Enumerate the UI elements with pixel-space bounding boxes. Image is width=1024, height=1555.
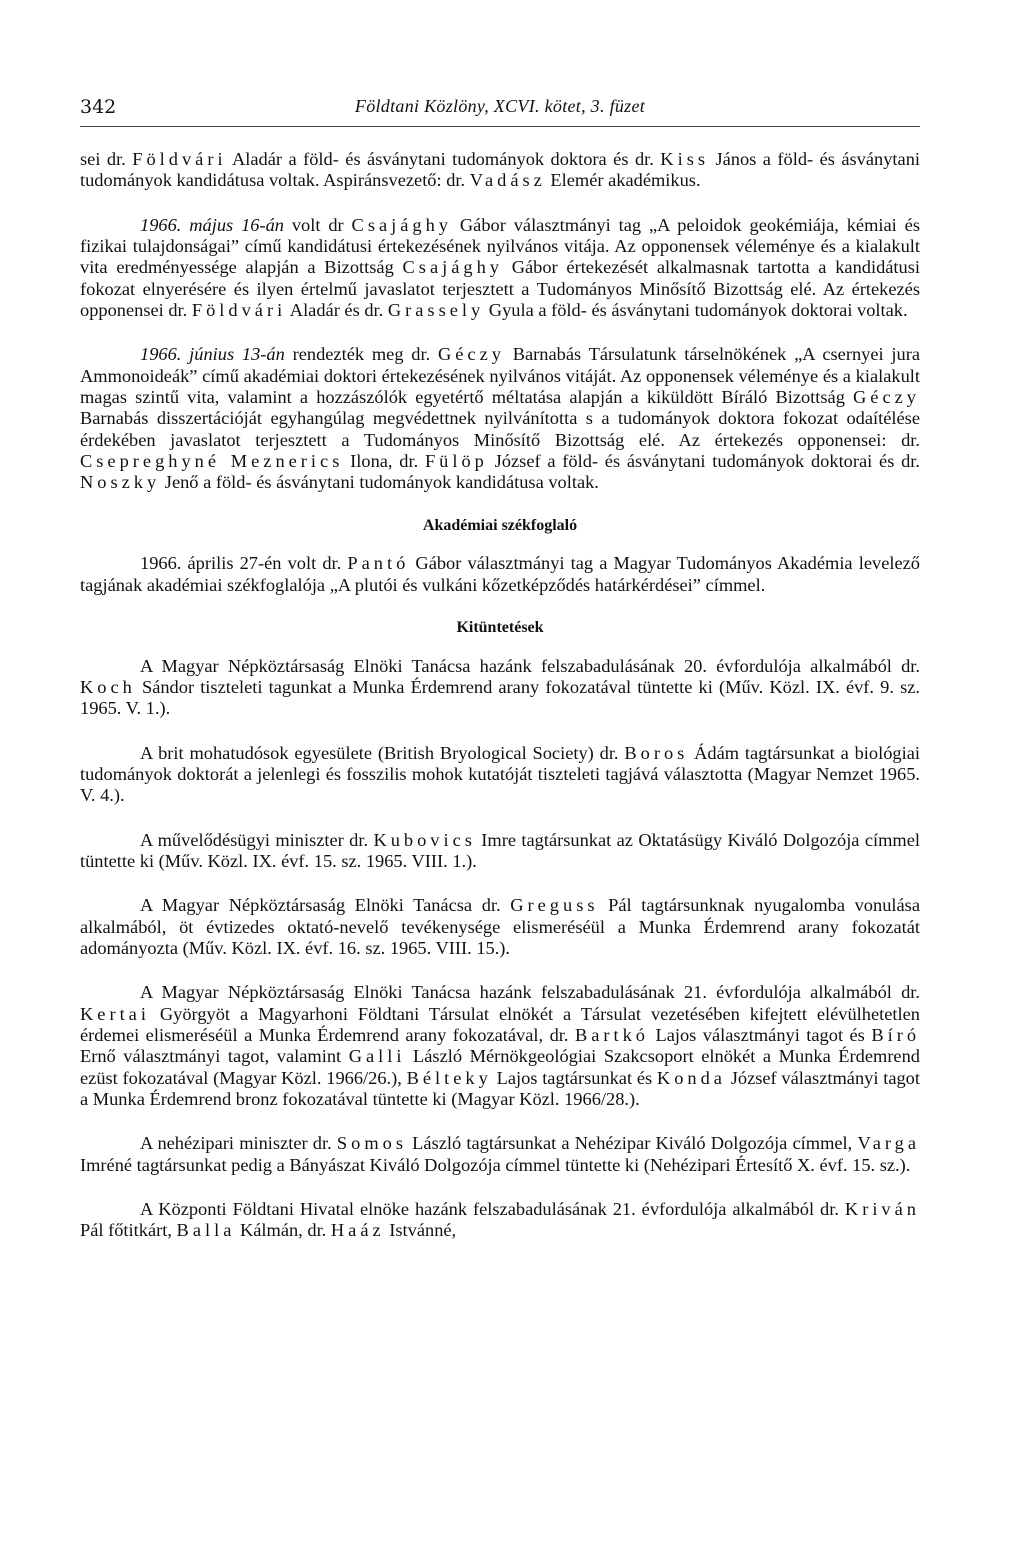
paragraph-award-greguss: A Magyar Népköztársaság Elnöki Tanácsa dr. Greguss Pál tagtársunknak nyugalomba vonulása alkalmából, öt évtizedes oktató-nevelő tevékenysége elismeréséül a Munka Érdemrend arany fokozatát adományozta (Műv. Közl. IX. évf. 16. sz. 1965. VIII. 15.). <box>80 895 920 959</box>
paragraph-csajaghy-defense: 1966. május 16-án volt dr Csajághy Gábor választmányi tag „A peloidok geokémiája, kémiai és fizikai tulajdonságai” című kandidátusi értekezésének nyilvános vitája. Az opponensek véleménye és a kialakult vita eredményessége alapján a Bizottság Csajághy Gábor értekezését alkalmasnak tartotta a kandidátusi fokozat elnyerésére és ilyen értelmű javaslatot terjesztett a Tudományos Minősítő Bizottság elé. Az értekezés opponensei dr. Földvári Aladár és dr. Grassely Gyula a föld- és ásványtani tudományok doktorai voltak. <box>80 214 920 321</box>
paragraph-award-krivan: A Központi Földtani Hivatal elnöke hazánk felszabadulásának 21. évfordulója alkalmából dr. Kriván Pál főtitkárt, Balla Kálmán, dr. Haáz Istvánné, <box>80 1199 920 1241</box>
person-name: Vadász <box>469 170 546 191</box>
body-text <box>80 149 920 1242</box>
paragraph-award-koch: A Magyar Népköztársaság Elnöki Tanácsa hazánk felszabadulásának 20. évfordulója alkalmából dr. Koch Sándor tiszteleti tagunkat a Munka Érdemrend arany fokozatával tüntette ki (Műv. Közl. IX. évf. 9. sz. 1965. V. 1.). <box>80 655 920 719</box>
person-name: Földvári <box>191 300 287 321</box>
person-name: Balla <box>176 1220 236 1241</box>
section-heading-inaugural: Akadémiai székfoglaló <box>422 516 578 534</box>
document-page <box>80 92 920 1265</box>
person-name: Kiss <box>660 149 710 169</box>
paragraph-panto-inaugural: 1966. április 27-én volt dr. Pantó Gábor választmányi tag a Magyar Tudományos Akadémia levelező tagjának akadémiai székfoglalója „A plutói és vulkáni kőzetképződés határkérdései” címmel. <box>80 553 920 595</box>
date-italic: 1966. május 16-án <box>140 214 284 235</box>
paragraph-award-kertai: A Magyar Népköztársaság Elnöki Tanácsa hazánk felszabadulásának 21. évfordulója alkalmából dr. Kertai Györgyöt a Magyarhoni Földtani Társulat elnökét a Társulat vezetésében kifejtett elévülhetetlen érdemei elismeréséül a Munka Érdemrend arany fokozatával, dr. Bartkó Lajos választmányi tagot és Bíró Ernő választmányi tagot, valamint Galli László Mérnökgeológiai Szakcsoport elnökét a Munka Érdemrend ezüst fokozatával (Magyar Közl. 1966/26.), Bélteky Lajos tagtársunkat és Konda József választmányi tagot a Munka Érdemrend bronz fokozatával tüntette ki (Magyar Közl. 1966/28.). <box>80 982 921 1110</box>
person-name: Bartkó <box>574 1025 649 1046</box>
person-name: Géczy <box>437 344 505 365</box>
person-name: Greguss <box>510 895 599 916</box>
section-heading-awards: Kitüntetések <box>456 619 544 637</box>
paragraph-award-kubovics: A művelődésügyi miniszter dr. Kubovics Imre tagtársunkat az Oktatásügy Kiváló Dolgozója címmel tüntette ki (Műv. Közl. IX. évf. 15. sz. 1965. VIII. 1.). <box>80 829 920 871</box>
person-name: Pantó <box>347 553 410 574</box>
person-name: Haáz <box>330 1220 385 1241</box>
running-header <box>80 92 920 127</box>
person-name: Koch <box>80 676 136 697</box>
person-name: Varga <box>857 1133 921 1154</box>
person-name: Kubovics <box>373 829 476 850</box>
person-name: Fülöp <box>424 451 488 472</box>
person-name: Kriván <box>844 1199 920 1220</box>
person-name: Csajághy <box>402 257 503 278</box>
person-name: Boros <box>624 742 689 763</box>
person-name: Bíró <box>871 1025 921 1046</box>
person-name: Földvári <box>132 149 227 169</box>
paragraph-award-somos: A nehézipari miniszter dr. Somos László tagtársunkat a Nehézipar Kiváló Dolgozója címmel, Varga Imréné tagtársunkat pedig a Bányászat Kiváló Dolgozója címmel tüntette ki (Nehézipari Értesítő X. évf. 15. sz.). <box>80 1133 921 1175</box>
person-name: Noszky <box>80 472 161 493</box>
person-name: Bélteky <box>406 1067 492 1088</box>
person-name: Csajághy <box>351 214 452 235</box>
person-name: Kertai <box>80 1003 150 1024</box>
person-name: Grassely <box>387 300 485 321</box>
person-name: Csepreghyné Meznerics <box>80 451 344 472</box>
date-italic: 1966. június 13-án <box>140 344 285 365</box>
paragraph-geczy-defense: 1966. június 13-án rendezték meg dr. Géczy Barnabás Társulatunk társelnökének „A csernyei jura Ammonoideák” című akadémiai doktori értekezésének nyilvános vitáját. Az opponensek véleménye és a kialakult magas szintű vita, valamint a hozzászólók egyetértő méltatása alapján a kiküldött Bíráló Bizottság Géczy Barnabás disszertációját egyhangúlag megvédettnek nyilvánította s a tudományok doktora fokozat odaítélése érdekében javaslatot terjesztett a Tudományos Minősítő Bizottság elé. Az értekezés opponensei: dr. Csepreghyné Meznerics Ilona, dr. Fülöp József a föld- és ásványtani tudományok doktorai és dr. Noszky Jenő a föld- és ásványtani tudományok kandidátusa voltak. <box>80 344 921 493</box>
paragraph-award-boros: A brit mohatudósok egyesülete (British Bryological Society) dr. Boros Ádám tagtársunkat a biológiai tudományok doktorát a jelenlegi és fosszilis mohok kutatóját tiszteleti tagjává választotta (Magyar Nemzet 1965. V. 4.). <box>80 742 920 806</box>
person-name: Galli <box>348 1046 406 1067</box>
person-name: Somos <box>336 1133 407 1154</box>
journal-title: Földtani Közlöny, XCVI. kötet, 3. füzet <box>354 96 646 116</box>
paragraph-doctorate-summary: sei dr. Földvári Aladár a föld- és ásványtani tudományok doktora és dr. Kiss János a föld- és ásványtani tudományok kandidátusa voltak. Aspiránsvezető: dr. Vadász Elemér akadémikus. <box>80 149 921 191</box>
person-name: Géczy <box>853 387 920 408</box>
person-name: Konda <box>656 1067 726 1088</box>
page-number: 342 <box>80 96 117 118</box>
